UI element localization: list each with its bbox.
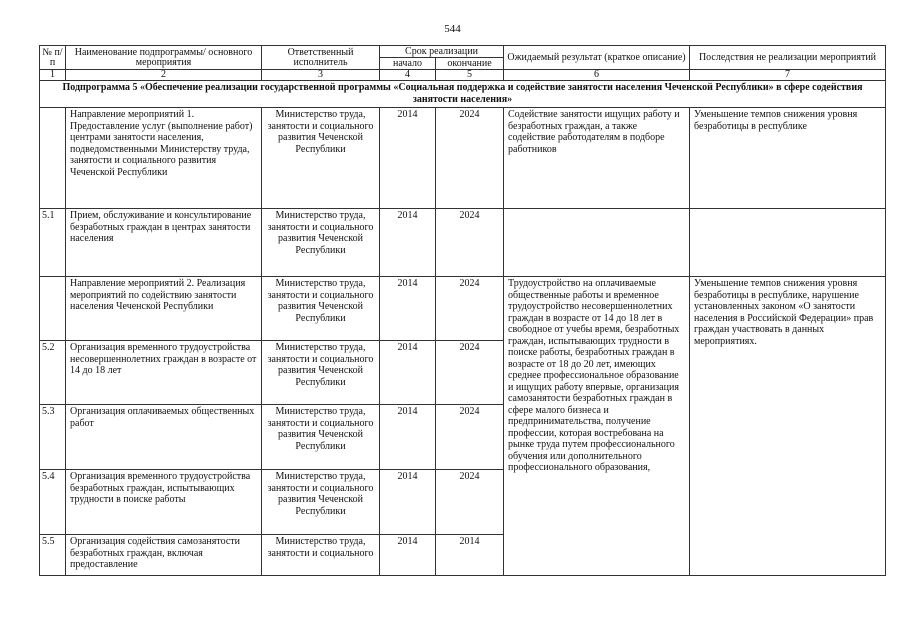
column-number: 3 bbox=[262, 70, 380, 81]
row-name: Организация временного трудоустройства несовершеннолетних граждан в возрасте от 14 до 18 лет bbox=[66, 341, 262, 405]
row-name: Прием, обслуживание и консультирование безработных граждан в центрах занятости населения bbox=[66, 209, 262, 277]
row-result bbox=[504, 209, 690, 277]
header-result: Ожидаемый результат (краткое описание) bbox=[504, 46, 690, 70]
row-responsible: Министерство труда, занятости и социального развития Чеченской Республики bbox=[262, 277, 380, 341]
table-row bbox=[40, 277, 886, 341]
header-start: начало bbox=[380, 58, 436, 70]
row-end: 2024 bbox=[436, 470, 504, 535]
row-responsible: Министерство труда, занятости и социального развития Чеченской Республики bbox=[262, 341, 380, 405]
row-start: 2014 bbox=[380, 535, 436, 576]
subprogram-row bbox=[40, 81, 886, 108]
column-number: 5 bbox=[436, 70, 504, 81]
row-num bbox=[40, 277, 66, 341]
header-term: Срок реализации bbox=[380, 46, 504, 58]
group-consequences: Уменьшение темпов снижения уровня безработицы в республике, нарушение установленных законом «О занятости населения в Российской Федерации» прав граждан участвовать в данных мероприятиях. bbox=[690, 277, 886, 576]
table-row bbox=[40, 108, 886, 209]
row-end: 2014 bbox=[436, 535, 504, 576]
row-responsible: Министерство труда, занятости и социального развития Чеченской Республики bbox=[262, 470, 380, 535]
row-responsible: Министерство труда, занятости и социального bbox=[262, 535, 380, 576]
row-consequences bbox=[690, 209, 886, 277]
column-number: 6 bbox=[504, 70, 690, 81]
program-table bbox=[39, 45, 886, 576]
column-number: 4 bbox=[380, 70, 436, 81]
row-responsible: Министерство труда, занятости и социального развития Чеченской Республики bbox=[262, 108, 380, 209]
row-consequences: Уменьшение темпов снижения уровня безработицы в республике bbox=[690, 108, 886, 209]
row-end: 2024 bbox=[436, 209, 504, 277]
group-result: Трудоустройство на оплачиваемые общественные работы и временное трудоустройство несовершеннолетних граждан в возрасте от 14 до 18 лет в свободное от учебы время, безработных граждан, испытывающих трудности в поиске работы, безработных граждан в возрасте от 18 до 20 лет, имеющих среднее профессиональное образование и ищущих работу впервые, организация самозанятости безработных граждан в сфере малого бизнеса и предпринимательства, получение профессии, которая востребована на рынке труда путем профессионального обучения или дополнительного профессионального образования, bbox=[504, 277, 690, 576]
column-number: 7 bbox=[690, 70, 886, 81]
row-num: 5.4 bbox=[40, 470, 66, 535]
row-start: 2014 bbox=[380, 108, 436, 209]
column-number: 1 bbox=[40, 70, 66, 81]
column-number: 2 bbox=[66, 70, 262, 81]
row-end: 2024 bbox=[436, 405, 504, 470]
row-name: Организация оплачиваемых общественных работ bbox=[66, 405, 262, 470]
row-name: Организация временного трудоустройства безработных граждан, испытывающих трудности в поиске работы bbox=[66, 470, 262, 535]
header-responsible: Ответственный исполнитель bbox=[262, 46, 380, 70]
header-consequences: Последствия не реализации мероприятий bbox=[690, 46, 886, 70]
header-end: окончание bbox=[436, 58, 504, 70]
table-row bbox=[40, 209, 886, 277]
row-num bbox=[40, 108, 66, 209]
row-end: 2024 bbox=[436, 277, 504, 341]
row-start: 2014 bbox=[380, 470, 436, 535]
subprogram-title: Подпрограмма 5 «Обеспечение реализации государственной программы «Социальная поддержка и содействие занятости населения Чеченской Республики» в сфере содействия занятости населения» bbox=[40, 81, 886, 108]
row-start: 2014 bbox=[380, 405, 436, 470]
row-start: 2014 bbox=[380, 209, 436, 277]
column-number-row bbox=[40, 70, 886, 81]
row-name: Направление мероприятий 2. Реализация мероприятий по содействию занятости населения Чеченской Республики bbox=[66, 277, 262, 341]
row-num: 5.3 bbox=[40, 405, 66, 470]
row-end: 2024 bbox=[436, 108, 504, 209]
row-result: Содействие занятости ищущих работу и безработных граждан, а также содействие работодателям в подборе работников bbox=[504, 108, 690, 209]
header-name: Наименование подпрограммы/ основного мероприятия bbox=[66, 46, 262, 70]
row-name: Организация содействия самозанятости безработных граждан, включая предоставление bbox=[66, 535, 262, 576]
page-number: 544 bbox=[444, 23, 461, 35]
row-end: 2024 bbox=[436, 341, 504, 405]
header-num: № п/п bbox=[40, 46, 66, 70]
row-start: 2014 bbox=[380, 277, 436, 341]
row-num: 5.1 bbox=[40, 209, 66, 277]
row-responsible: Министерство труда, занятости и социального развития Чеченской Республики bbox=[262, 405, 380, 470]
row-name: Направление мероприятий 1. Предоставление услуг (выполнение работ) центрами занятости населения, подведомственными Министерству труда, занятости и социального развития Чеченской Республики bbox=[66, 108, 262, 209]
header-row bbox=[40, 46, 886, 58]
row-num: 5.2 bbox=[40, 341, 66, 405]
row-start: 2014 bbox=[380, 341, 436, 405]
row-responsible: Министерство труда, занятости и социального развития Чеченской Республики bbox=[262, 209, 380, 277]
row-num: 5.5 bbox=[40, 535, 66, 576]
